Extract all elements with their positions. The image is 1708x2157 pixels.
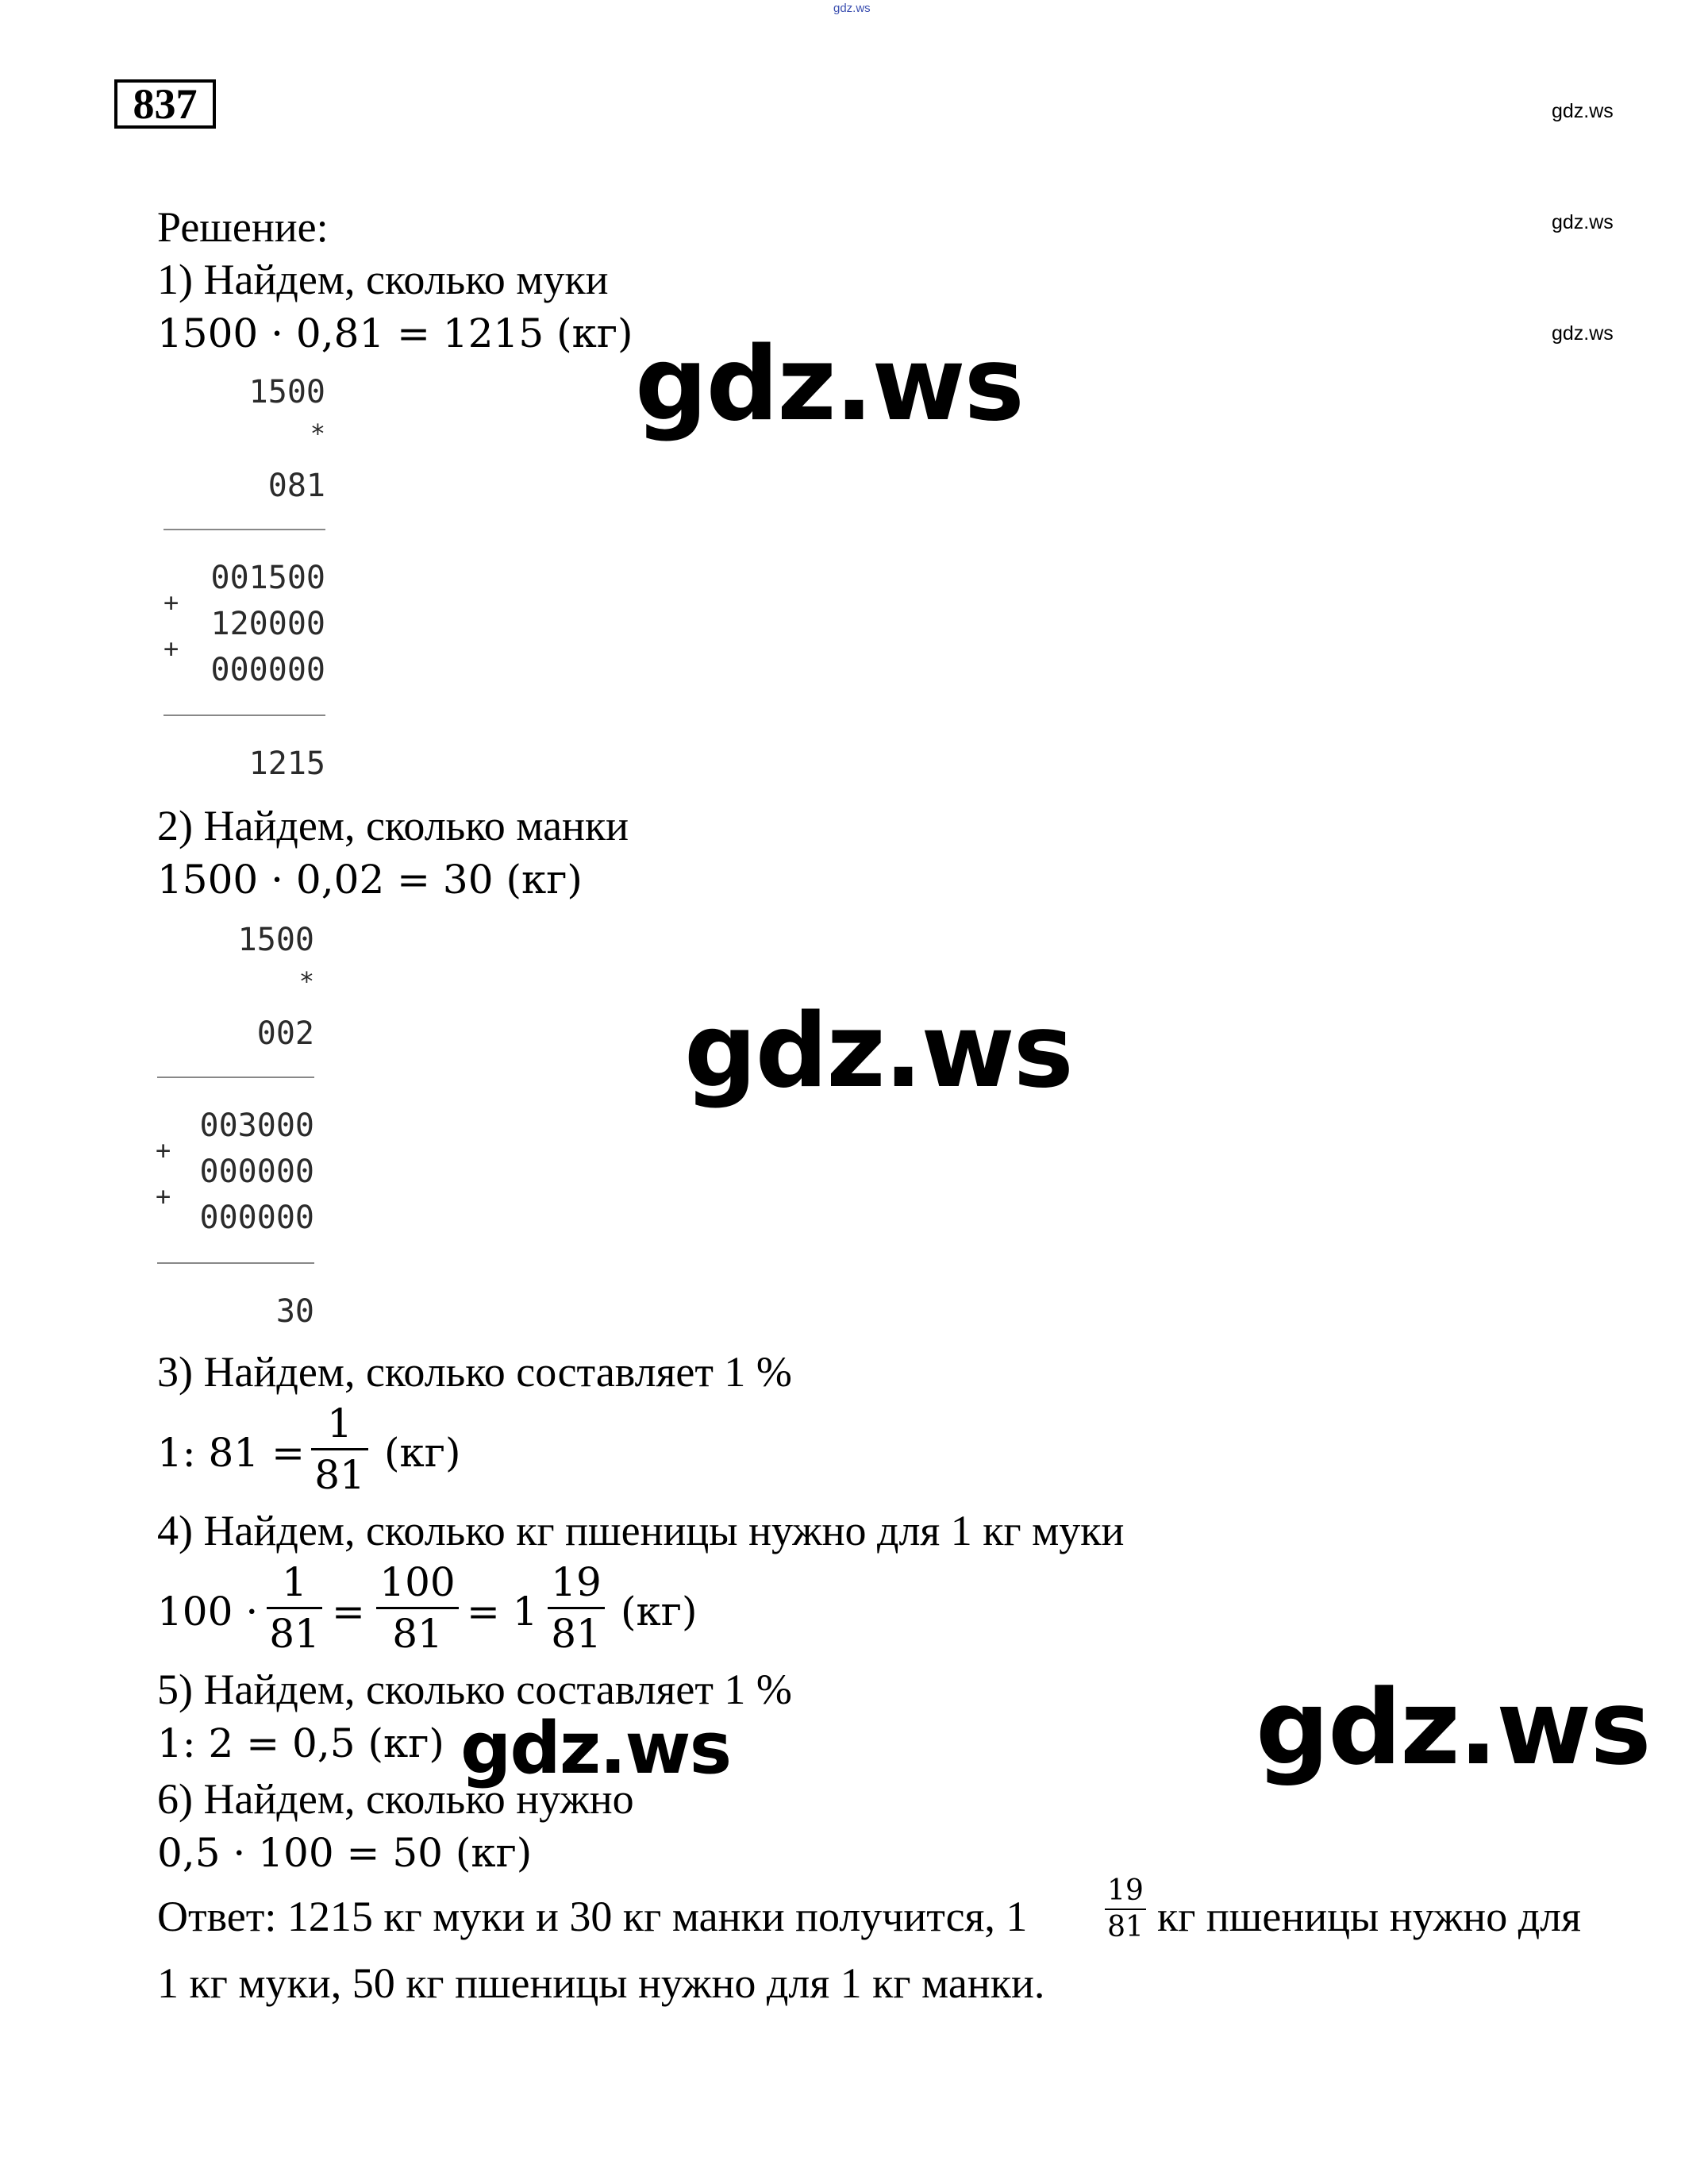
answer-part1: Ответ: 1215 кг муки и 30 кг манки получится, 1 bbox=[157, 1893, 1028, 1940]
calc1-rule bbox=[163, 715, 325, 716]
fraction-bar bbox=[267, 1607, 322, 1609]
fraction-numerator: 19 bbox=[551, 1559, 602, 1605]
fraction-denominator: 81 bbox=[269, 1611, 320, 1657]
step4-equals-2: = 1 bbox=[467, 1589, 538, 1635]
step2-title: 2) Найдем, сколько манки bbox=[157, 802, 629, 849]
big-watermark: gdz.ws bbox=[1256, 1667, 1650, 1788]
step1-formula: 1500 · 0,81 = 1215 (кг) bbox=[157, 310, 633, 356]
calc1-operator: * bbox=[310, 418, 325, 449]
fraction-bar bbox=[311, 1448, 368, 1450]
calc2-partial-3: 000000 bbox=[199, 1200, 314, 1236]
step4-equals-1: = bbox=[332, 1589, 365, 1635]
step6-title: 6) Найдем, сколько нужно bbox=[157, 1775, 634, 1823]
small-watermark: gdz.ws bbox=[1552, 211, 1614, 233]
calc2-multiplicand: 1500 bbox=[237, 922, 314, 958]
small-watermark: gdz.ws bbox=[1552, 322, 1614, 345]
calc2-partial-2: 000000 bbox=[199, 1154, 314, 1190]
calc1-partial-2: 120000 bbox=[210, 606, 325, 642]
fraction-bar bbox=[1105, 1909, 1146, 1910]
calc1-multiplier: 081 bbox=[267, 468, 325, 504]
step5-formula: 1: 2 = 0,5 (кг) bbox=[157, 1720, 444, 1766]
step1-title: 1) Найдем, сколько муки bbox=[157, 256, 609, 303]
answer-line2: 1 кг муки, 50 кг пшеницы нужно для 1 кг манки. bbox=[157, 1959, 1045, 2007]
step2-formula: 1500 · 0,02 = 30 (кг) bbox=[157, 857, 583, 903]
fraction-numerator: 1 bbox=[327, 1400, 352, 1446]
calc2-result: 30 bbox=[275, 1293, 314, 1330]
big-watermark: gdz.ws bbox=[460, 1707, 731, 1790]
fraction-numerator: 100 bbox=[379, 1559, 456, 1605]
step6-formula: 0,5 · 100 = 50 (кг) bbox=[157, 1830, 533, 1876]
calc2-rule bbox=[157, 1262, 314, 1264]
step4-fraction-3 bbox=[548, 1559, 605, 1657]
fraction-bar bbox=[376, 1607, 459, 1609]
calc1-rule bbox=[163, 529, 325, 530]
calc1-plus: + bbox=[163, 634, 179, 664]
step3-unit: (кг) bbox=[384, 1430, 461, 1476]
fraction-bar bbox=[548, 1607, 605, 1609]
calc1-plus: + bbox=[163, 587, 179, 618]
calc1-partial-1: 001500 bbox=[210, 560, 325, 596]
calc2-operator: * bbox=[298, 966, 314, 996]
step4-multiplier: 100 · bbox=[157, 1589, 259, 1635]
fraction-numerator: 1 bbox=[282, 1559, 307, 1605]
big-watermark: gdz.ws bbox=[635, 325, 1023, 444]
calc1-multiplicand: 1500 bbox=[248, 374, 325, 410]
fraction-denominator: 81 bbox=[1107, 1911, 1144, 1943]
answer-part2: кг пшеницы нужно для bbox=[1157, 1893, 1581, 1940]
step5-title: 5) Найдем, сколько составляет 1 % bbox=[157, 1666, 792, 1713]
calc2-plus: + bbox=[156, 1181, 171, 1211]
step4-title: 4) Найдем, сколько кг пшеницы нужно для 1 кг муки bbox=[157, 1507, 1125, 1554]
answer-fraction bbox=[1105, 1874, 1146, 1943]
task-number: 837 bbox=[114, 79, 216, 129]
step3-title: 3) Найдем, сколько составляет 1 % bbox=[157, 1348, 792, 1396]
step4-fraction-1 bbox=[267, 1559, 322, 1657]
calc2-partial-1: 003000 bbox=[199, 1107, 314, 1144]
step4-fraction-2 bbox=[376, 1559, 459, 1657]
step4-unit: (кг) bbox=[621, 1589, 698, 1635]
step3-fraction bbox=[311, 1400, 368, 1498]
fraction-denominator: 81 bbox=[551, 1611, 602, 1657]
fraction-denominator: 81 bbox=[314, 1452, 365, 1498]
calc2-plus: + bbox=[156, 1135, 171, 1165]
calc2-rule bbox=[157, 1077, 314, 1078]
small-watermark: gdz.ws bbox=[1552, 100, 1614, 122]
step3-lhs: 1: 81 = bbox=[157, 1430, 305, 1476]
big-watermark: gdz.ws bbox=[684, 992, 1072, 1111]
solution-heading: Решение: bbox=[157, 203, 329, 251]
fraction-numerator: 19 bbox=[1107, 1874, 1144, 1907]
fraction-denominator: 81 bbox=[392, 1611, 443, 1657]
calc1-partial-3: 000000 bbox=[210, 652, 325, 688]
top-watermark: gdz.ws bbox=[833, 2, 871, 15]
calc1-result: 1215 bbox=[248, 745, 325, 782]
calc2-multiplier: 002 bbox=[256, 1015, 314, 1052]
